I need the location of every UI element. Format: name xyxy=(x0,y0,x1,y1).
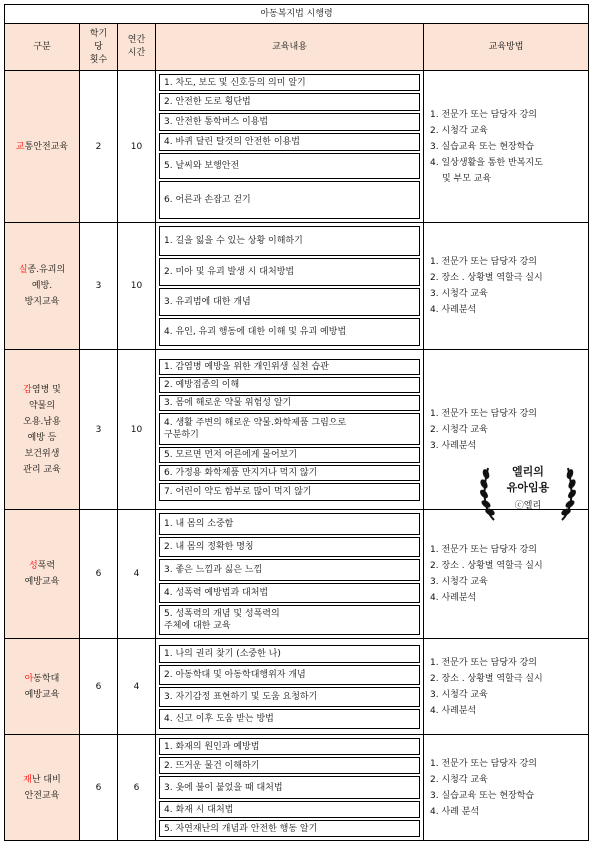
watermark-line1: 엘리의 xyxy=(512,465,544,478)
content-item: 4. 유인, 유괴 행동에 대한 이해 및 유괴 예방법 xyxy=(159,318,420,346)
method-item: 1. 전문가 또는 담당자 강의 xyxy=(430,257,537,267)
method-item: 2. 시청각 교육 xyxy=(430,774,488,785)
watermark-logo xyxy=(480,460,576,528)
method-item: 3. 시청각 교육 xyxy=(430,577,488,587)
content-item-list xyxy=(156,356,423,504)
content-item: 1. 나의 권리 찾기 (소중한 나) xyxy=(159,645,420,663)
method-cell xyxy=(424,510,589,639)
category-initial: 교 xyxy=(15,141,25,152)
curriculum-table xyxy=(4,4,589,841)
content-item: 3. 유괴범에 대한 개념 xyxy=(159,288,420,316)
content-item: 5. 성폭력의 개념 및 성폭력의 주체에 대한 교육 xyxy=(159,605,420,635)
sessions-value: 3 xyxy=(80,350,118,510)
content-item: 6. 가정용 화학제품 만지거나 먹지 않기 xyxy=(159,465,420,481)
content-item: 4. 신고 이후 도움 받는 방법 xyxy=(159,709,420,729)
content-item: 2. 뜨거운 물건 이해하기 xyxy=(159,757,420,774)
method-cell xyxy=(424,223,589,350)
content-item: 3. 옷에 불이 붙었을 때 대처법 xyxy=(159,776,420,799)
hours-value: 6 xyxy=(118,735,156,841)
method-item: 4. 사례분석 xyxy=(430,593,477,603)
laurel-right-icon xyxy=(558,462,576,522)
header-sessions: 학기 당 횟수 xyxy=(80,24,118,71)
method-item: 2. 장소 . 상황별 역할극 실시 xyxy=(430,561,543,571)
content-item: 5. 자연재난의 개념과 안전한 행동 알기 xyxy=(159,820,420,837)
content-item: 3. 좋은 느낌과 싫은 느낌 xyxy=(159,559,420,581)
method-item: 4. 사례분석 xyxy=(430,305,477,315)
category-label: 폭력 예방교육 xyxy=(24,561,60,587)
sessions-value: 2 xyxy=(80,71,118,223)
content-item: 4. 생활 주변의 해로운 약물.화학제품 그림으로 구분하기 xyxy=(159,413,420,445)
content-item: 6. 어른과 손잡고 걷기 xyxy=(159,181,420,219)
content-item: 3. 안전한 통학버스 이용법 xyxy=(159,113,420,131)
content-cell xyxy=(156,71,424,223)
section-row xyxy=(5,639,589,735)
method-item: 4. 일상생활을 통한 반복지도 xyxy=(430,157,543,168)
section-row xyxy=(5,223,589,350)
content-item: 2. 미아 및 유괴 발생 시 대처방법 xyxy=(159,258,420,286)
content-item: 1. 길을 잃을 수 있는 상황 이해하기 xyxy=(159,226,420,256)
category-initial: 아 xyxy=(24,673,34,684)
method-item: 2. 시청각 교육 xyxy=(430,424,488,435)
category-label: 종.유괴의 예방. 방지교육 xyxy=(24,265,66,307)
section-row xyxy=(5,510,589,639)
content-item-list xyxy=(156,735,423,840)
category-label: 난 대비 안전교육 xyxy=(24,774,61,801)
watermark-copyright: ⓒ엘리 xyxy=(514,501,542,511)
hours-value: 4 xyxy=(118,639,156,735)
content-item-list xyxy=(156,510,423,638)
sessions-value: 3 xyxy=(80,223,118,350)
sessions-value: 6 xyxy=(80,639,118,735)
header-category: 구분 xyxy=(5,24,80,71)
content-item: 1. 화재의 원인과 예방법 xyxy=(159,738,420,755)
method-item: 1. 전문가 또는 담당자 강의 xyxy=(430,109,537,120)
section-row xyxy=(5,71,589,223)
category-cell xyxy=(5,510,80,639)
content-item: 5. 모르면 먼저 어른에게 물어보기 xyxy=(159,447,420,463)
content-item: 2. 예방접종의 이해 xyxy=(159,377,420,393)
content-item-list xyxy=(156,71,423,222)
content-item: 1. 차도, 보도 및 신호등의 의미 알기 xyxy=(159,74,420,91)
content-cell xyxy=(156,639,424,735)
watermark-text xyxy=(498,464,558,496)
method-item: 4. 사례분석 xyxy=(430,705,477,716)
category-initial: 실 xyxy=(18,265,28,275)
category-cell xyxy=(5,71,80,223)
content-item: 2. 안전한 도로 횡단법 xyxy=(159,93,420,111)
content-item: 2. 내 몸의 정확한 명칭 xyxy=(159,537,420,557)
method-item: 3. 사례분석 xyxy=(430,440,477,451)
method-item: 3. 시청각 교육 xyxy=(430,689,488,700)
content-cell xyxy=(156,223,424,350)
method-cell xyxy=(424,71,589,223)
sessions-value: 6 xyxy=(80,735,118,841)
header-hours: 연간 시간 xyxy=(118,24,156,71)
content-item: 1. 내 몸의 소중함 xyxy=(159,513,420,535)
content-cell xyxy=(156,735,424,841)
method-item: 및 부모 교육 xyxy=(442,173,492,184)
method-item: 4. 사례 분석 xyxy=(430,806,480,817)
hours-value: 4 xyxy=(118,510,156,639)
content-item: 3. 자기감정 표현하기 및 도움 요청하기 xyxy=(159,687,420,707)
content-cell xyxy=(156,510,424,639)
content-item: 5. 날씨와 보행안전 xyxy=(159,153,420,179)
category-label: 통안전교육 xyxy=(24,141,69,152)
content-item-list xyxy=(156,223,423,349)
header-content: 교육내용 xyxy=(156,24,424,71)
content-item-list xyxy=(156,642,423,732)
table-title: 아동복지법 시행령 xyxy=(5,5,589,24)
header-row xyxy=(5,24,589,71)
hours-value: 10 xyxy=(118,350,156,510)
content-item: 2. 아동학대 및 아동학대행위자 개념 xyxy=(159,665,420,685)
category-initial: 성 xyxy=(28,561,38,571)
sessions-value: 6 xyxy=(80,510,118,639)
content-item: 4. 성폭력 예방법과 대처법 xyxy=(159,583,420,603)
method-item: 2. 시청각 교육 xyxy=(430,125,488,136)
method-item: 1. 전문가 또는 담당자 강의 xyxy=(430,545,537,555)
content-cell xyxy=(156,350,424,510)
hours-value: 10 xyxy=(118,71,156,223)
content-item: 4. 바퀴 달린 탈것의 안전한 이용법 xyxy=(159,133,420,151)
method-item: 1. 전문가 또는 담당자 강의 xyxy=(430,657,537,668)
content-item: 4. 화재 시 대처법 xyxy=(159,801,420,818)
method-item: 3. 실습교육 또는 현장학습 xyxy=(430,141,535,152)
method-item: 3. 시청각 교육 xyxy=(430,289,488,299)
method-item: 1. 전문가 또는 담당자 강의 xyxy=(430,758,537,769)
content-item: 7. 어린이 약도 함부로 많이 먹지 않기 xyxy=(159,483,420,501)
category-initial: 감 xyxy=(23,384,32,395)
title-row xyxy=(5,5,589,24)
laurel-left-icon xyxy=(480,462,498,522)
method-item: 2. 장소 . 상황별 역할극 실시 xyxy=(430,273,543,283)
header-method: 교육방법 xyxy=(424,24,589,71)
content-item: 1. 감염병 예방을 위한 개인위생 실천 습관 xyxy=(159,359,420,375)
category-label: 동학대 예방교육 xyxy=(24,673,60,700)
category-cell xyxy=(5,350,80,510)
category-cell xyxy=(5,735,80,841)
hours-value: 10 xyxy=(118,223,156,350)
method-item: 2. 장소 . 상황별 역할극 실시 xyxy=(430,673,543,684)
category-initial: 재 xyxy=(23,774,32,785)
category-cell xyxy=(5,223,80,350)
method-cell xyxy=(424,735,589,841)
method-item: 3. 실습교육 또는 현장학습 xyxy=(430,790,535,801)
method-cell xyxy=(424,639,589,735)
content-item: 3. 몸에 해로운 약물 위험성 알기 xyxy=(159,395,420,411)
category-cell xyxy=(5,639,80,735)
method-item: 1. 전문가 또는 담당자 강의 xyxy=(430,408,537,419)
section-row xyxy=(5,735,589,841)
category-label: 염병 및 약물의 오용.남용 예방 등 보건위생 관리 교육 xyxy=(23,384,61,475)
watermark-line2: 유아임용 xyxy=(506,481,550,494)
